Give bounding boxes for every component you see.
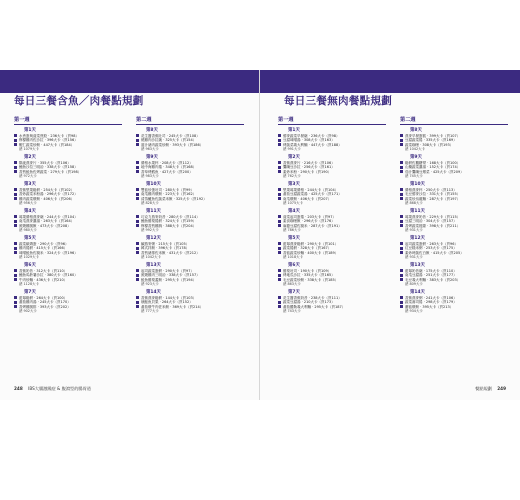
meal-text: 蘑菇燉飯 · 395大卡（頁213） [405, 304, 454, 309]
meal-text: 鮭魚酪梨蓋飯 · 295大卡（頁194） [141, 277, 197, 282]
meal-text: 素食咖哩飯 · 296大卡（頁176） [283, 219, 335, 224]
meal-text: 蔬菜壽司捲 · 298大卡（頁179） [405, 300, 457, 305]
meal-text: 照燒雞肉三明治 · 338大卡（頁157） [141, 273, 200, 278]
day-total: 總 777大卡 [141, 309, 159, 314]
day-label: 第11天 [410, 209, 425, 214]
right-page [260, 70, 520, 400]
meal-text: 燻鮭魚貝果 · 264大卡（頁152） [141, 300, 193, 305]
day-label: 第1天 [24, 128, 36, 133]
bullet-square-icon [14, 161, 17, 164]
day-label: 第12天 [410, 236, 425, 241]
day-block [136, 154, 244, 179]
day-label: 第3天 [288, 182, 300, 187]
bullet-square-icon [278, 188, 281, 191]
day-label: 第13天 [410, 263, 425, 268]
meal-text: 清蒸鱸魚佐蔬菜米飯 · 325大卡（頁192） [141, 196, 207, 201]
meal-text: 烤蔬菜義大利麵 · 447大卡（頁188） [283, 142, 342, 147]
meal-text: 隔夜燕麥片 · 355大卡（頁106） [19, 160, 71, 165]
bullet-square-icon [136, 193, 139, 196]
day-label: 第8天 [146, 128, 158, 133]
bullet-square-icon [278, 215, 281, 218]
day-total: 總 923大卡 [141, 282, 159, 287]
meal-plan-column [278, 116, 386, 316]
meal-text: 藍莓燕麥鬆餅 · 290大卡（頁101） [283, 241, 339, 246]
meal-text: 南瓜豆腐湯 · 251大卡（頁177） [405, 273, 457, 278]
bullet-square-icon [136, 143, 139, 146]
page-title: 每日三餐含魚／肉餐點規劃 [14, 95, 144, 107]
meal-text: 照燒雞腿飯 · 473大卡（頁208） [19, 223, 71, 228]
bullet-square-icon [278, 161, 281, 164]
meal-text: 韓式拌飯 · 396大卡（頁178） [141, 246, 190, 251]
meal-text: 菠菜起司蛋捲 · 203大卡（頁97） [283, 214, 336, 219]
bullet-square-icon [14, 143, 17, 146]
bullet-square-icon [278, 134, 281, 137]
bullet-square-icon [14, 197, 17, 200]
meal-text: 藜麥蔬菜早餐碗 · 236大卡（頁98） [283, 133, 340, 138]
day-block [14, 235, 122, 260]
day-label: 第9天 [410, 155, 422, 160]
meal-text: 烤地瓜沙拉 · 335大卡（頁165） [283, 273, 335, 278]
meal-text: 雙菇炒蛋吐司 · 280大卡（頁99） [141, 187, 194, 192]
bullet-square-icon [136, 215, 139, 218]
bullet-square-icon [400, 269, 403, 272]
day-block [136, 181, 244, 206]
day-block [14, 154, 122, 179]
bullet-square-icon [14, 193, 17, 196]
day-block [400, 154, 508, 179]
bullet-square-icon [400, 215, 403, 218]
meal-text: 香蕉燕麥鬆餅 · 144大卡（頁103） [141, 295, 197, 300]
meal-text: 花生醬香蕉奶昔 · 238大卡（頁111） [283, 295, 342, 300]
bullet-square-icon [400, 197, 403, 200]
meal-text: 鷹嘴豆沙拉 · 256大卡（頁161） [283, 165, 335, 170]
bullet-square-icon [400, 242, 403, 245]
bullet-square-icon [400, 224, 403, 227]
bullet-square-icon [400, 274, 403, 277]
meal-text: 酪梨吐司 · 190大卡（頁109） [283, 268, 332, 273]
bullet-square-icon [14, 274, 17, 277]
day-label: 第2天 [24, 155, 36, 160]
day-total: 總 1042大卡 [141, 255, 161, 260]
week-heading: 第二週 [400, 116, 508, 125]
header-band [0, 70, 260, 93]
bullet-square-icon [278, 274, 281, 277]
day-label: 第9天 [146, 155, 158, 160]
day-total: 總 972大卡 [19, 174, 37, 179]
day-block [278, 181, 386, 206]
bullet-square-icon [400, 188, 403, 191]
meal-text: 起司蔬菜蛋餅 · 263大卡（頁96） [405, 241, 458, 246]
day-label: 第8天 [410, 128, 422, 133]
day-label: 第4天 [288, 209, 300, 214]
bullet-square-icon [400, 166, 403, 169]
bullet-square-icon [136, 166, 139, 169]
day-block [400, 181, 508, 206]
meal-text: 番茄燉牛肉佐米飯 · 369大卡（頁214） [141, 304, 204, 309]
meal-text: 優格燕麥杯 · 250大卡（頁113） [405, 187, 457, 192]
meal-text: 香草烤鱈魚 · 427大卡（頁200） [141, 169, 193, 174]
running-head: IBS大腸激躁症 & 腹瀉型的腸胃道 [28, 386, 91, 391]
meal-text: 花生醬香蕉吐司 · 245大卡（頁108） [141, 133, 200, 138]
meal-text: 毛豆義大利麵 · 383大卡（頁203） [405, 277, 461, 282]
meal-text: 山藥蔬菜濃湯 · 152大卡（頁174） [405, 165, 461, 170]
meal-text: 蔬菜咖哩 · 308大卡（頁193） [405, 142, 454, 147]
day-total: 總 1079大卡 [19, 147, 39, 152]
day-total: 總 980大卡 [19, 228, 37, 233]
meal-text: 茄汁鷹嘴豆燉菜 · 425大卡（頁209） [405, 169, 464, 174]
bullet-square-icon [136, 247, 139, 250]
day-total: 總 745大卡 [405, 174, 423, 179]
bullet-square-icon [400, 134, 403, 137]
day-block [14, 208, 122, 233]
bullet-square-icon [400, 161, 403, 164]
bullet-square-icon [278, 247, 281, 250]
meal-text: 香蕉堅果鬆餅 · 254大卡（頁102） [19, 187, 75, 192]
meal-text: 優格水果杯 · 208大卡（頁112） [141, 160, 193, 165]
meal-text: 香菇蔬菜炒麵 · 400大卡（頁189） [283, 250, 339, 255]
day-total: 總 743大卡 [283, 309, 301, 314]
meal-text: 鮪魚馬鈴薯沙拉 · 380大卡（頁160） [19, 273, 78, 278]
day-total: 總 1075大卡 [283, 201, 303, 206]
day-label: 第14天 [146, 290, 161, 295]
meal-text: 毛豆蔬菜炒飯 · 338大卡（頁185） [283, 277, 339, 282]
page-title: 每日三餐無肉餐點規劃 [284, 95, 392, 107]
day-label: 第5天 [24, 236, 36, 241]
day-block [278, 127, 386, 152]
bullet-square-icon [136, 269, 139, 272]
bullet-square-icon [14, 139, 17, 142]
bullet-square-icon [400, 296, 403, 299]
day-total: 總 963大卡 [141, 147, 159, 152]
bullet-square-icon [278, 143, 281, 146]
day-total: 總 762大卡 [283, 174, 301, 179]
meal-text: 麻婆豆腐佐糙米 · 287大卡（頁191） [283, 223, 342, 228]
day-block [136, 289, 244, 314]
bullet-square-icon [278, 197, 281, 200]
header-band [260, 70, 520, 93]
week-heading: 第一週 [14, 116, 122, 125]
day-block [400, 262, 508, 287]
day-total: 總 863大卡 [283, 282, 301, 287]
day-label: 第11天 [146, 209, 161, 214]
bullet-square-icon [278, 139, 281, 142]
running-head: 餐點規劃 [475, 386, 492, 391]
bullet-square-icon [136, 134, 139, 137]
bullet-square-icon [400, 193, 403, 196]
meal-plan-column [14, 116, 122, 316]
day-block [136, 262, 244, 287]
meal-text: 紅豆糙米粥 · 253大卡（頁175） [405, 246, 457, 251]
book-spread [0, 70, 520, 400]
day-label: 第12天 [146, 236, 161, 241]
day-total: 總 934大卡 [405, 309, 423, 314]
bullet-square-icon [136, 224, 139, 227]
bullet-square-icon [278, 305, 281, 308]
meal-text: 香烤雞腿排 · 393大卡（頁202） [19, 304, 71, 309]
day-label: 第5天 [288, 236, 300, 241]
bullet-square-icon [136, 161, 139, 164]
meal-text: 堅果莓果優格 · 244大卡（頁104） [283, 187, 339, 192]
day-block [278, 154, 386, 179]
day-block [14, 289, 122, 314]
meal-text: 南瓜燉飯 · 406大卡（頁207） [283, 196, 332, 201]
meal-text: 蔬菜炒烏龍麵 · 287大卡（頁197） [405, 196, 461, 201]
meal-plan-column [400, 116, 508, 316]
day-total: 總 956大卡 [19, 201, 37, 206]
day-label: 第4天 [24, 209, 36, 214]
bullet-square-icon [278, 251, 281, 254]
meal-text: 番茄羅勒義大利麵 · 295大卡（頁187） [283, 304, 346, 309]
meal-text: 香蕉奶昔 · 312大卡（頁110） [19, 268, 68, 273]
bullet-square-icon [136, 139, 139, 142]
meal-text: 素炒米粉 · 290大卡（頁190） [283, 169, 332, 174]
meal-text: 蔬菜捲餅 · 328大卡（頁167） [283, 246, 332, 251]
meal-text: 雞肉捲餅 · 415大卡（頁166） [19, 246, 68, 251]
day-label: 第7天 [24, 290, 36, 295]
page-footer [14, 386, 91, 392]
bullet-square-icon [400, 247, 403, 250]
bullet-square-icon [400, 220, 403, 223]
meal-text: 鮪魚酪梨捲餅 · 324大卡（頁159） [141, 219, 197, 224]
bullet-square-icon [136, 170, 139, 173]
day-block [14, 127, 122, 152]
bullet-square-icon [278, 193, 281, 196]
day-label: 第10天 [146, 182, 161, 187]
day-total: 總 786大卡 [283, 228, 301, 233]
bullet-square-icon [14, 166, 17, 169]
meal-text: 檸檬香煎雞胸 · 388大卡（頁204） [141, 223, 197, 228]
meal-text: 水煮蛋與菠菜煎餃 · 236大卡（頁98） [19, 133, 79, 138]
bullet-square-icon [14, 188, 17, 191]
meal-text: 牛肉炒麵 · 436大卡（頁210） [19, 277, 68, 282]
meal-text: 蔬菜豆腐湯 · 210大卡（頁173） [283, 300, 335, 305]
bullet-square-icon [136, 220, 139, 223]
meal-text: 豆腐味噌湯 · 308大卡（頁163） [283, 138, 335, 143]
meal-text: 地中海雞肉捲 · 348大卡（頁168） [141, 165, 197, 170]
meal-text: 番茄雞肉湯 · 245大卡（頁170） [19, 300, 71, 305]
bullet-square-icon [14, 269, 17, 272]
day-label: 第6天 [24, 263, 36, 268]
day-block [136, 235, 244, 260]
week-heading: 第一週 [278, 116, 386, 125]
day-total: 總 1029大卡 [19, 255, 39, 260]
day-block [278, 289, 386, 314]
day-label: 第13天 [146, 263, 161, 268]
day-label: 第10天 [410, 182, 425, 187]
bullet-square-icon [400, 301, 403, 304]
day-total: 總 1018大卡 [283, 255, 303, 260]
meal-text: 豆腐蔬菜捲 · 335大卡（頁169） [405, 138, 457, 143]
bullet-square-icon [136, 305, 139, 308]
meal-text: 巧克力燕麥奶昔 · 280大卡（頁114） [141, 214, 200, 219]
day-total: 總 868大卡 [405, 201, 423, 206]
bullet-square-icon [136, 296, 139, 299]
day-total: 總 809大卡 [405, 282, 423, 287]
bullet-square-icon [14, 305, 17, 308]
meal-text: 毛豆藜麥沙拉 · 331大卡（頁155） [405, 192, 461, 197]
day-block [136, 208, 244, 233]
meal-text: 香煎豬排佐米飯 · 431大卡（頁212） [141, 250, 200, 255]
day-block [14, 181, 122, 206]
day-total: 總 983大卡 [141, 174, 159, 179]
page-footer [475, 386, 506, 392]
bullet-square-icon [278, 269, 281, 272]
day-total: 總 902大卡 [19, 309, 37, 314]
day-block [278, 262, 386, 287]
meal-text: 香蕉燕麥片 · 216大卡（頁106） [283, 160, 335, 165]
meal-text: 素炒時蔬佐白飯 · 415大卡（頁205） [405, 250, 464, 255]
meal-text: 鮪魚沙拉三明治 · 338大卡（頁158） [19, 165, 78, 170]
day-total: 總 931大卡 [405, 228, 423, 233]
bullet-square-icon [136, 242, 139, 245]
day-label: 第7天 [288, 290, 300, 295]
day-total: 總 828大卡 [141, 201, 159, 206]
bullet-square-icon [278, 278, 281, 281]
bullet-square-icon [400, 170, 403, 173]
bullet-square-icon [14, 278, 17, 281]
day-total: 總 1128大卡 [19, 282, 39, 287]
bullet-square-icon [278, 170, 281, 173]
meal-text: 豆腐三明治 · 304大卡（頁157） [405, 219, 457, 224]
bullet-square-icon [400, 278, 403, 281]
meal-text: 雞肉蔬菜燉飯 · 406大卡（頁206） [19, 196, 75, 201]
meal-text: 香煎鮭魚佐烤蔬菜 · 279大卡（頁198） [19, 169, 82, 174]
meal-text: 燒雞肉沙拉碗 · 325大卡（頁154） [141, 138, 197, 143]
meal-text: 檸檬雞肉佐沙拉 · 396大卡（頁156） [19, 138, 78, 143]
meal-text: 藍莓鬆餅 · 264大卡（頁100） [19, 295, 68, 300]
meal-text: 番茄豆腐蔬菜湯 · 425大卡（頁171） [283, 192, 342, 197]
meal-text: 燕麥早餐蛋糕 · 399大卡（頁107） [405, 133, 461, 138]
bullet-square-icon [278, 301, 281, 304]
bullet-square-icon [14, 242, 17, 245]
day-total: 總 992大卡 [141, 228, 159, 233]
bullet-square-icon [400, 143, 403, 146]
bullet-square-icon [278, 220, 281, 223]
bullet-square-icon [136, 188, 139, 191]
day-block [400, 208, 508, 233]
bullet-square-icon [14, 296, 17, 299]
bullet-square-icon [14, 247, 17, 250]
day-block [400, 235, 508, 260]
bullet-square-icon [14, 215, 17, 218]
meal-text: 起司蔬菜蛋餅 · 290大卡（頁97） [141, 268, 194, 273]
meal-plan-column [136, 116, 244, 316]
meal-text: 藍莓奶昔碗 · 175大卡（頁110） [405, 268, 457, 273]
week-heading: 第二週 [136, 116, 244, 125]
day-block [14, 262, 122, 287]
meal-text: 香蕉燕麥粥 · 241大卡（頁106） [405, 295, 457, 300]
meal-text: 蔬菜歐姆蛋 · 290大卡（頁96） [19, 241, 69, 246]
meal-text: 薑汁豬肉蔬菜炒飯 · 393大卡（頁186） [141, 142, 204, 147]
bullet-square-icon [14, 170, 17, 173]
day-label: 第14天 [410, 290, 425, 295]
bullet-square-icon [278, 242, 281, 245]
day-label: 第6天 [288, 263, 300, 268]
bullet-square-icon [400, 251, 403, 254]
bullet-square-icon [278, 166, 281, 169]
meal-text: 蝦仁蔬菜炒飯 · 447大卡（頁184） [19, 142, 75, 147]
page-number: 249 [497, 386, 506, 391]
bullet-square-icon [14, 134, 17, 137]
bullet-square-icon [278, 296, 281, 299]
day-label: 第1天 [288, 128, 300, 133]
meal-text: 南瓜燕麥濃湯 · 263大卡（頁164） [19, 219, 75, 224]
bullet-square-icon [400, 139, 403, 142]
meal-text: 香烤蔬菜披薩 · 398大卡（頁211） [405, 223, 461, 228]
bullet-square-icon [136, 278, 139, 281]
meal-text: 味噌鮭魚佐糙米 · 324大卡（頁196） [19, 250, 78, 255]
meal-text: 莓果燕麥奶昔 · 229大卡（頁115） [405, 214, 461, 219]
day-total: 總 991大卡 [283, 147, 301, 152]
meal-text: 鹹燕麥粥 · 215大卡（頁105） [141, 241, 190, 246]
bullet-square-icon [136, 274, 139, 277]
day-block [278, 208, 386, 233]
day-block [400, 289, 508, 314]
day-block [278, 235, 386, 260]
bullet-square-icon [14, 301, 17, 304]
day-total: 總 931大卡 [405, 255, 423, 260]
bullet-square-icon [14, 251, 17, 254]
meal-text: 南瓜雞肉燉飯 · 223大卡（頁162） [141, 192, 197, 197]
day-total: 總 1042大卡 [405, 147, 425, 152]
meal-text: 香炒蔬菜米粉湯 · 296大卡（頁172） [19, 192, 78, 197]
day-block [400, 127, 508, 152]
day-label: 第3天 [24, 182, 36, 187]
bullet-square-icon [14, 224, 17, 227]
bullet-square-icon [136, 251, 139, 254]
meal-text: 鬆餅佐楓糖漿 · 168大卡（頁100） [405, 160, 461, 165]
bullet-square-icon [136, 197, 139, 200]
left-page [0, 70, 261, 400]
bullet-square-icon [278, 224, 281, 227]
bullet-square-icon [400, 305, 403, 308]
page-number: 248 [14, 386, 23, 391]
bullet-square-icon [136, 301, 139, 304]
day-label: 第2天 [288, 155, 300, 160]
day-block [136, 127, 244, 152]
bullet-square-icon [14, 220, 17, 223]
meal-text: 莓果優格燕麥碗 · 244大卡（頁104） [19, 214, 78, 219]
